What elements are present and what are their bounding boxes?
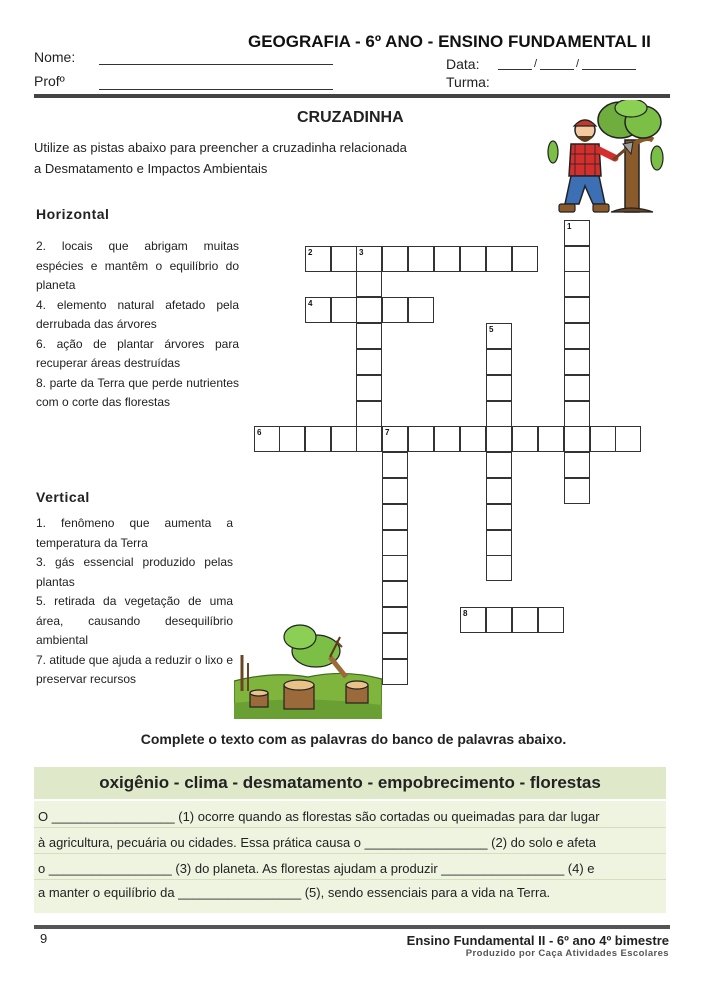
crossword-cell[interactable] [538,426,564,452]
crossword-cell[interactable] [382,555,408,581]
teacher-field[interactable] [99,89,333,90]
crossword-cell[interactable] [486,478,512,504]
crossword-cell[interactable] [564,452,590,478]
line-divider [34,827,666,828]
crossword-cell[interactable] [486,323,512,349]
vertical-clue-7: 7. atitude que ajuda a reduzir o lixo e preservar recursos [36,652,233,686]
crossword-cell[interactable] [564,401,590,427]
crossword-cell[interactable] [382,607,408,633]
crossword-cell[interactable] [434,426,460,452]
date-year-field[interactable] [582,69,636,70]
crossword-cell[interactable] [486,504,512,530]
name-field[interactable] [99,64,333,65]
crossword-cell[interactable] [486,401,512,427]
activity-title: CRUZADINHA [297,109,404,126]
vertical-clue-5: 5. retirada da vegetação de uma área, causando desequilíbrio ambiental [36,594,233,647]
clue-number: 3 [359,248,364,257]
crossword-cell[interactable] [382,452,408,478]
crossword-cell[interactable] [382,246,408,272]
clue-number: 1 [567,222,572,231]
crossword-cell[interactable] [590,426,616,452]
crossword-cell[interactable] [382,659,408,685]
crossword-cell[interactable] [356,297,382,323]
crossword-cell[interactable] [486,349,512,375]
crossword-cell[interactable] [486,375,512,401]
instruction-text: Utilize as pistas abaixo para preencher a cruzadinha relacionada a Desmatamento e Impactos Ambientais [34,140,407,176]
vertical-heading: Vertical [36,489,90,505]
crossword-cell[interactable] [564,375,590,401]
crossword-cell[interactable] [408,297,434,323]
page-number: 9 [40,931,48,946]
crossword-cell[interactable] [254,426,280,452]
crossword-cell[interactable] [305,246,331,272]
crossword-cell[interactable] [356,323,382,349]
date-month-field[interactable] [540,69,574,70]
crossword-cell[interactable] [615,426,641,452]
horizontal-clue-2: 2. locais que abrigam muitas espécies e mantêm o equilíbrio do planeta [36,239,239,292]
horizontal-heading: Horizontal [36,206,110,222]
crossword-cell[interactable] [331,297,357,323]
horizontal-clues [36,237,239,413]
teacher-label: Profº [34,73,65,89]
lumberjack-chopping-tree-icon [545,100,670,218]
crossword-cell[interactable] [382,633,408,659]
vertical-clue-3: 3. gás essencial produzido pelas plantas [36,555,233,589]
clue-number: 5 [489,325,494,334]
fill-in-line-4[interactable]: a manter o equilíbrio da _________________ (5), sendo essenciais para a vida na Terra. [38,885,551,900]
clue-number: 2 [308,248,313,257]
crossword-cell[interactable] [382,297,408,323]
crossword-cell[interactable] [356,271,382,297]
footer-course: Ensino Fundamental II - 6º ano 4º bimestre [406,933,669,948]
crossword-cell[interactable] [564,271,590,297]
crossword-cell[interactable] [460,426,486,452]
crossword-cell[interactable] [356,375,382,401]
crossword-cell[interactable] [538,607,564,633]
clue-number: 4 [308,299,313,308]
crossword-cell[interactable] [382,426,408,452]
clue-number: 6 [257,428,262,437]
crossword-cell[interactable] [564,220,590,246]
fill-in-line-1[interactable]: O _________________ (1) ocorre quando as florestas são cortadas ou queimadas para dar lugar [38,809,600,824]
crossword-cell[interactable] [331,426,357,452]
crossword-cell[interactable] [279,426,305,452]
crossword-cell[interactable] [305,297,331,323]
crossword-cell[interactable] [486,607,512,633]
clue-number: 7 [385,428,390,437]
crossword-cell[interactable] [356,426,382,452]
header-divider [34,94,670,98]
crossword-cell[interactable] [460,246,486,272]
line-divider [34,853,666,854]
crossword-cell[interactable] [382,504,408,530]
crossword-cell[interactable] [356,246,382,272]
date-day-field[interactable] [498,69,532,70]
word-bank-text: oxigênio - clima - desmatamento - empobrecimento - florestas [99,773,601,792]
horizontal-clue-4: 4. elemento natural afetado pela derrubada das árvores [36,297,239,331]
crossword-cell[interactable] [486,426,512,452]
name-label: Nome: [34,49,76,65]
fill-in-line-3[interactable]: o _________________ (3) do planeta. As florestas ajudam a produzir _________________ (4) e [38,861,595,876]
fill-in-text-box [34,801,666,913]
date-separator: / [576,58,580,70]
crossword-cell[interactable] [460,607,486,633]
crossword-cell[interactable] [408,246,434,272]
crossword-cell[interactable] [382,581,408,607]
crossword-cell[interactable] [486,452,512,478]
crossword-cell[interactable] [356,401,382,427]
horizontal-clue-8: 8. parte da Terra que perde nutrientes com o corte das florestas [36,375,239,409]
crossword-cell[interactable] [382,530,408,556]
date-separator: / [534,58,538,70]
line-divider [34,879,666,880]
crossword-cell[interactable] [486,530,512,556]
page-title: GEOGRAFIA - 6º ANO - ENSINO FUNDAMENTAL II [248,32,651,51]
vertical-clue-1: 1. fenômeno que aumenta a temperatura da Terra [36,516,233,550]
crossword-cell[interactable] [564,297,590,323]
vertical-clues [36,514,233,690]
footer-divider [34,925,670,929]
clue-number: 8 [463,609,468,618]
crossword-cell[interactable] [564,323,590,349]
crossword-cell[interactable] [564,246,590,272]
class-label: Turma: [446,74,490,90]
crossword-cell[interactable] [512,246,538,272]
footer-credit: Produzido por Caça Atividades Escolares [465,948,669,959]
date-label: Data: [446,56,480,72]
horizontal-clue-6: 6. ação de plantar árvores para recuperar áreas destruídas [36,336,239,370]
crossword-cell[interactable] [564,426,590,452]
crossword-cell[interactable] [564,349,590,375]
crossword-cell[interactable] [486,246,512,272]
crossword-cell[interactable] [564,478,590,504]
crossword-cell[interactable] [512,607,538,633]
crossword-grid [250,215,650,690]
fill-in-line-2[interactable]: à agricultura, pecuária ou cidades. Essa prática causa o _________________ (2) do solo e afeta [38,835,596,850]
complete-text-instruction: Complete o texto com as palavras do banco de palavras abaixo. [140,731,567,747]
crossword-cell[interactable] [356,349,382,375]
crossword-cell[interactable] [408,426,434,452]
crossword-cell[interactable] [512,426,538,452]
crossword-cell[interactable] [305,426,331,452]
crossword-cell[interactable] [434,246,460,272]
crossword-cell[interactable] [331,246,357,272]
crossword-cell[interactable] [486,555,512,581]
word-bank [34,767,666,799]
crossword-cell[interactable] [382,478,408,504]
